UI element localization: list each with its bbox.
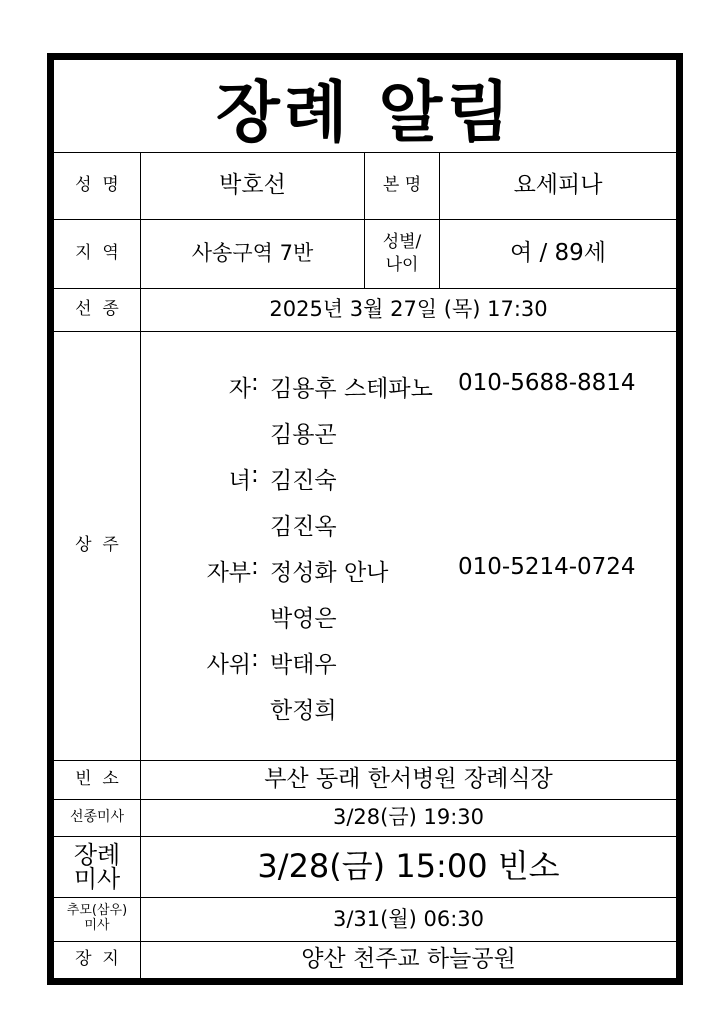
page-title: 장례 알림 [215, 73, 514, 151]
mourner-separator: : [251, 462, 259, 488]
baptismal-name-value: 요세피나 [513, 172, 603, 199]
mourner-relation: 자 [228, 376, 251, 402]
region-value: 사송구역 7반 [191, 241, 314, 266]
mourner-name: 김진숙 [270, 468, 337, 494]
mourner-name: 박영은 [270, 606, 337, 632]
memorial-mass-value: 3/31(월) 06:30 [332, 906, 485, 931]
name-value: 박호선 [219, 172, 286, 199]
mourner-separator: : [251, 554, 259, 580]
divider [54, 331, 676, 332]
mourner-relation: 자부 [206, 560, 251, 586]
memorial-mass-label: 추모(삼우) 미사 [66, 903, 128, 933]
mortuary-value: 부산 동래 한서병원 장례식장 [264, 766, 553, 793]
funeral-mass-label: 장례 미사 [73, 840, 121, 893]
mortuary-label: 빈 소 [75, 768, 119, 789]
mourner-name: 김용후 스테파노 [270, 376, 433, 402]
mourner-name: 박태우 [270, 652, 337, 678]
region-label: 지 역 [75, 242, 119, 263]
mourner-name: 한정희 [270, 698, 337, 724]
burial-value: 양산 천주교 하늘공원 [301, 946, 516, 973]
mourner-relation: 녀 [228, 468, 251, 494]
mourner-relation: 사위 [206, 652, 251, 678]
gender-age-label: 성별/ 나이 [382, 232, 422, 275]
baptismal-name-label: 본 명 [382, 174, 422, 195]
mourner-separator: : [251, 370, 259, 396]
chief-mourners-label: 상 주 [75, 534, 119, 555]
death-date-value: 2025년 3월 27일 (목) 17:30 [269, 297, 548, 322]
death-label: 선 종 [75, 298, 119, 319]
name-label: 성 명 [75, 174, 119, 195]
mourner-name: 김진옥 [270, 514, 337, 540]
mourner-name: 정성화 안나 [270, 560, 389, 586]
mourner-phone: 010-5688-8814 [458, 370, 636, 396]
funeral-notice-sheet [47, 53, 683, 985]
wake-mass-label: 선종미사 [69, 809, 125, 826]
mourner-name: 김용곤 [270, 422, 337, 448]
gender-age-value: 여 / 89세 [509, 240, 607, 267]
wake-mass-value: 3/28(금) 19:30 [332, 805, 485, 830]
burial-label: 장 지 [75, 948, 119, 969]
mourner-separator: : [251, 646, 259, 672]
mourner-phone: 010-5214-0724 [458, 554, 636, 580]
funeral-mass-value: 3/28(금) 15:00 빈소 [257, 846, 560, 885]
